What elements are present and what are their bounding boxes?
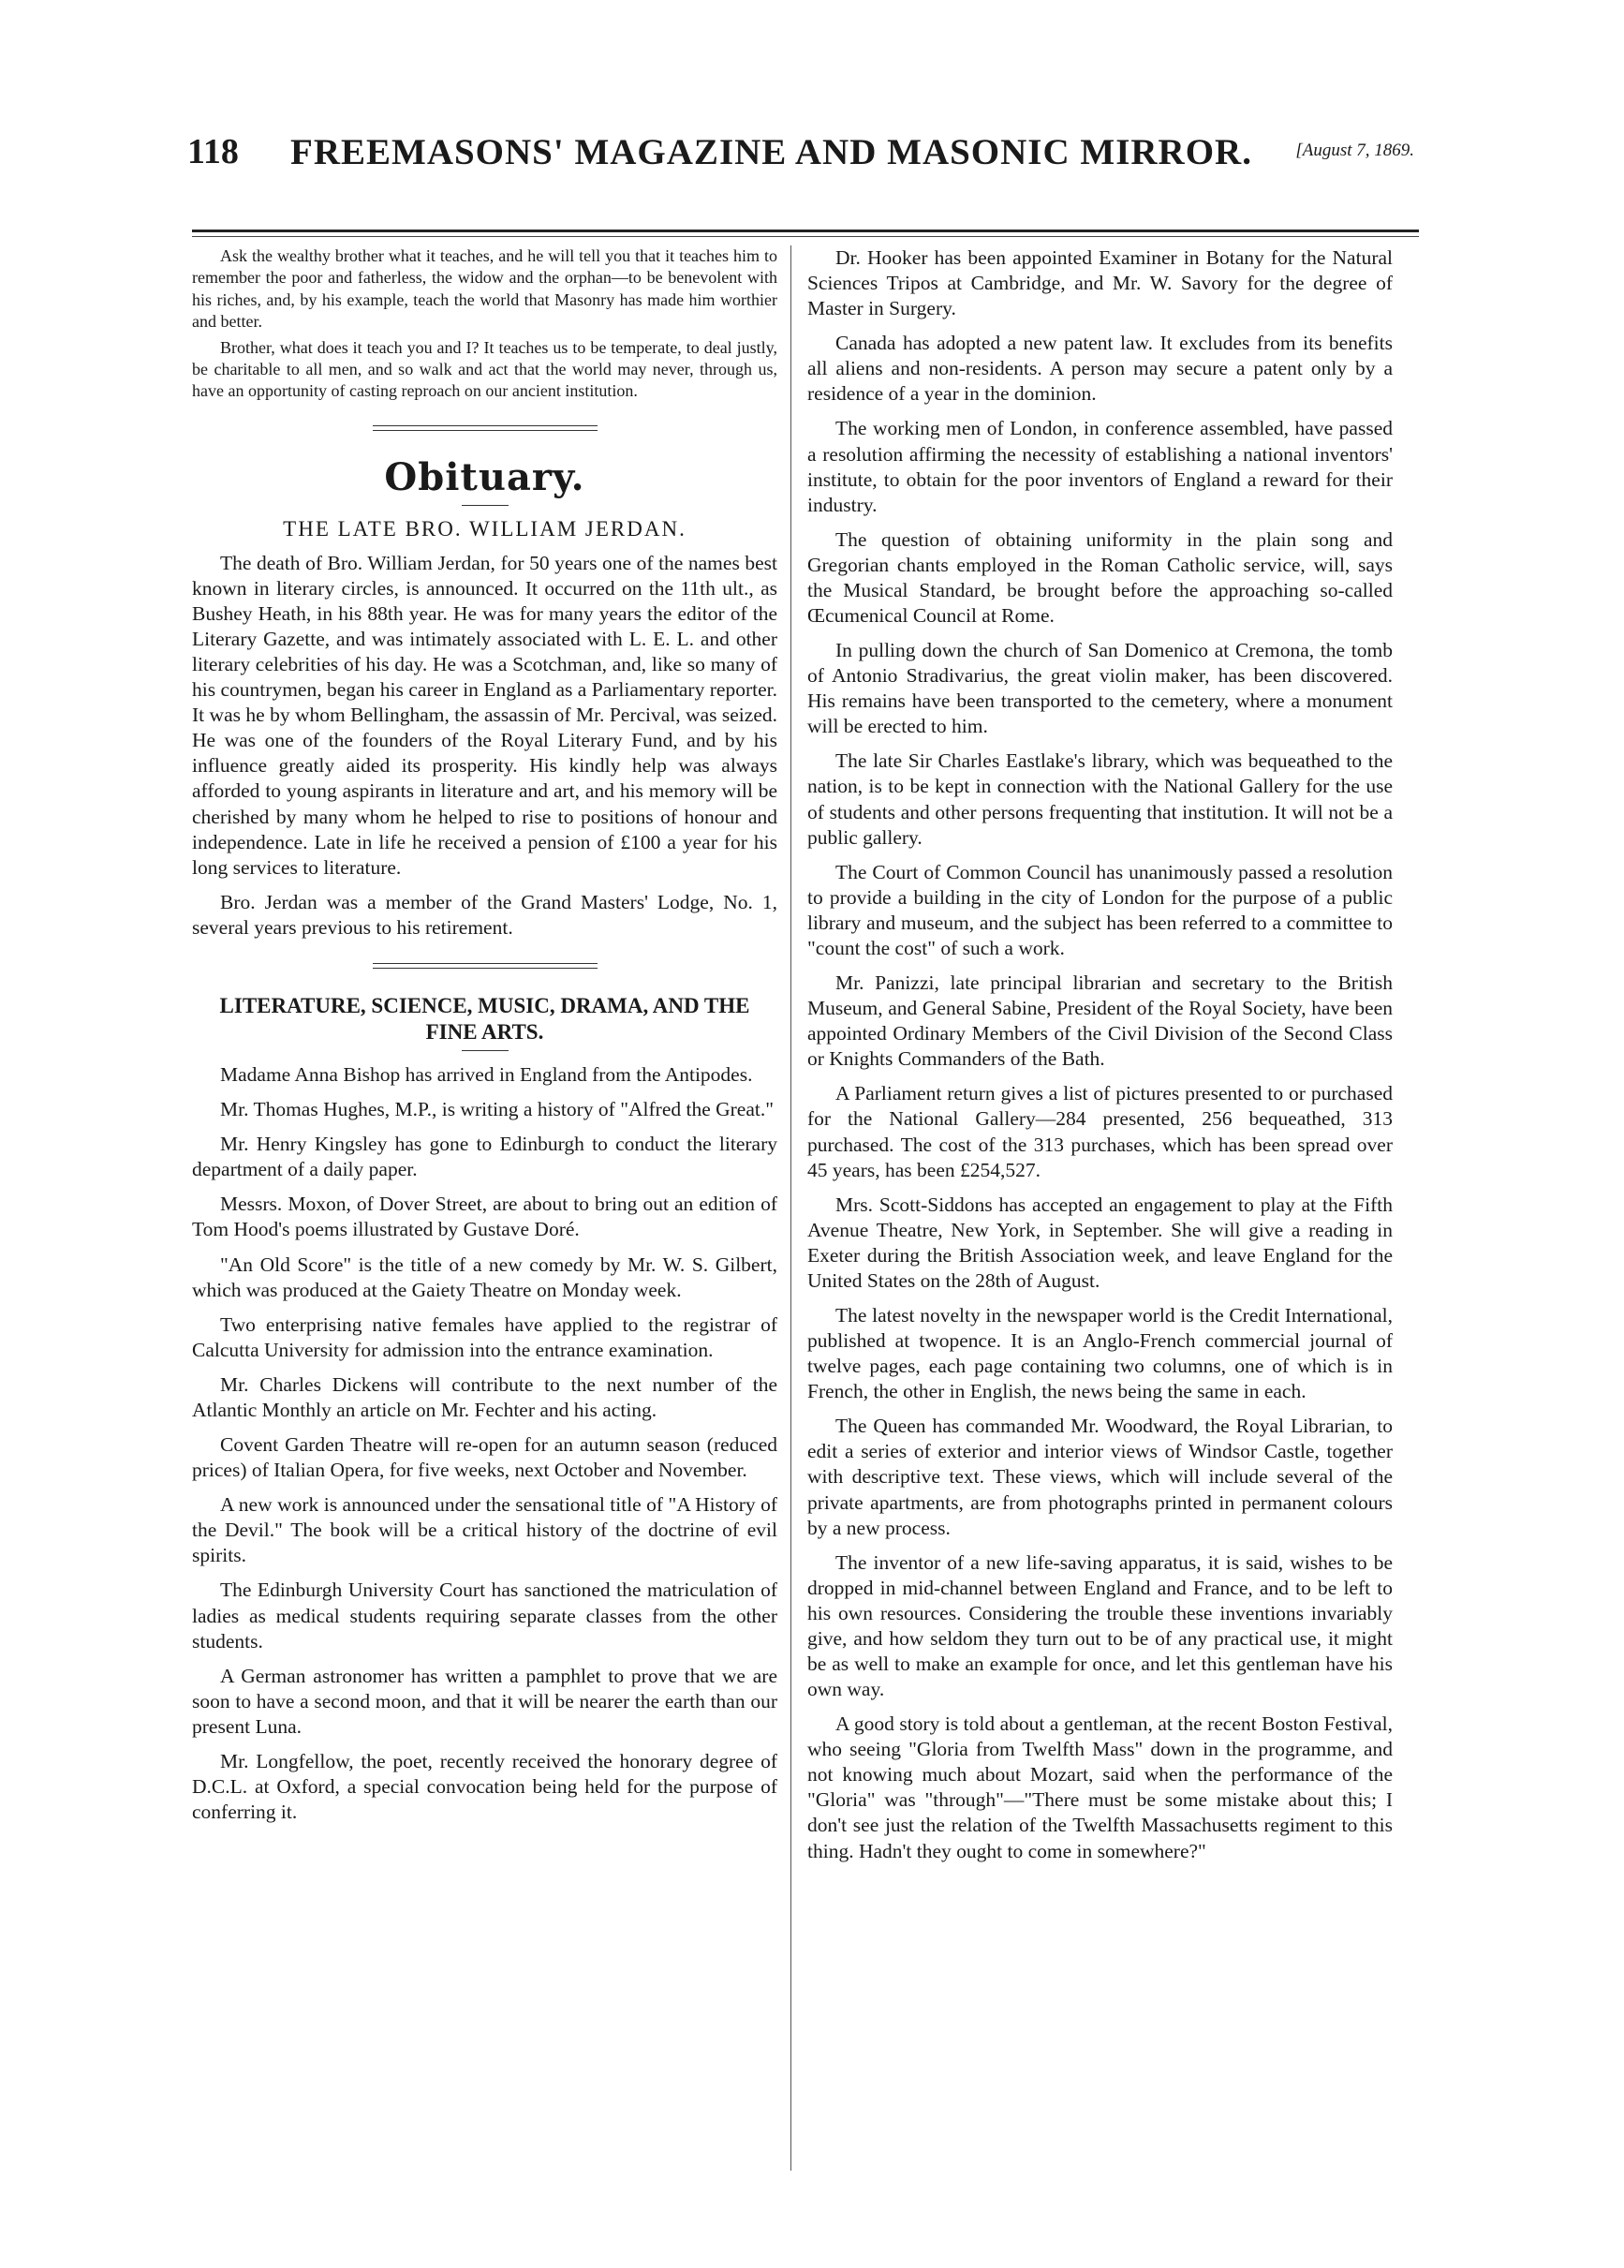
news-item: Madame Anna Bishop has arrived in England from the Antipodes. xyxy=(220,1063,753,1087)
news-item: Mrs. Scott-Siddons has accepted an engagement to play at the Fifth Avenue Theatre, New York, in September. She will give a reading in Exeter during the British Association week, and leave England for the United States on the 28th of August. xyxy=(807,1193,1393,1292)
news-item: The inventor of a new life-saving apparatus, it is said, wishes to be dropped in mid-channel between England and France, and to be left to his own resources. Considering the trouble these inventions invariably give, and how seldom they turn out to be of any practical use, it might be as well to make an example for once, and let this gentleman have his own way. xyxy=(807,1550,1393,1701)
header-rule-thick xyxy=(192,230,1419,232)
obituary-heading: Obituary. xyxy=(384,454,585,499)
news-item: Dr. Hooker has been appointed Examiner in Botany for the Natural Sciences Tripos at Cambridge, and Mr. W. Savory for the degree of Master in Surgery. xyxy=(807,246,1393,320)
obituary-body xyxy=(192,551,777,941)
page-header xyxy=(187,131,1414,187)
header-rule-thin xyxy=(192,236,1419,237)
intro-paragraph: Ask the wealthy brother what it teaches, and he will tell you that it teaches him to remember the poor and fatherless, the widow and the orphan—to be benevolent with his riches, and, by his example, teach the world that Masonry has made him worthier and better. xyxy=(192,246,777,332)
news-item: The Queen has commanded Mr. Woodward, the Royal Librarian, to edit a series of exterior and interior views of Windsor Castle, together with descriptive text. These views, which will include several of the private apartments, are from photographs printed in permanent colours by a new process. xyxy=(807,1415,1393,1539)
literature-section-title: LITERATURE, SCIENCE, MUSIC, DRAMA, AND THE FINE ARTS. xyxy=(219,993,750,1044)
masthead-title: FREEMASONS' MAGAZINE AND MASONIC MIRROR. xyxy=(290,132,1252,172)
intro-section xyxy=(192,245,777,403)
news-item: Mr. Charles Dickens will contribute to the next number of the Atlantic Monthly an article on Mr. Fechter and his acting. xyxy=(192,1372,777,1421)
news-item: The latest novelty in the newspaper world is the Credit International, published at twopence. It is an Anglo-French commercial journal of twelve pages, each page containing two columns, one of which is in French, the other in English, the news being the same in each. xyxy=(807,1303,1393,1403)
news-item: In pulling down the church of San Domenico at Cremona, the tomb of Antonio Stradivarius, the great violin maker, has been discovered. His remains have been transported to the cemetery, where a monument will be erected to him. xyxy=(807,639,1393,738)
news-item: Mr. Thomas Hughes, M.P., is writing a history of "Alfred the Great." xyxy=(220,1098,775,1121)
news-item: Mr. Henry Kingsley has gone to Edinburgh to conduct the literary department of a daily paper. xyxy=(192,1133,777,1181)
issue-date: [August 7, 1869. xyxy=(1295,141,1414,160)
news-item: The Edinburgh University Court has sanctioned the matriculation of ladies as medical students requiring separate classes from the other students. xyxy=(192,1579,777,1653)
left-column xyxy=(192,245,777,2175)
news-item: Two enterprising native females have applied to the registrar of Calcutta University for admission into the entrance examination. xyxy=(192,1312,777,1361)
section-separator xyxy=(373,425,598,431)
news-item: Canada has adopted a new patent law. It excludes from its benefits all aliens and non-residents. A person may secure a patent only by a residence of a year in the dominion. xyxy=(807,332,1393,406)
right-column xyxy=(807,245,1393,2175)
short-rule xyxy=(462,1050,509,1051)
short-rule xyxy=(462,505,509,506)
intro-paragraph: Brother, what does it teach you and I? It teaches us to be temperate, to deal justly, be charitable to all men, and so walk and act that the world may never, through us, have an opportunity of casting reproach on our ancient institution. xyxy=(192,337,777,401)
news-item: Mr. Longfellow, the poet, recently received the honorary degree of D.C.L. at Oxford, a special convocation being held for the purpose of conferring it. xyxy=(192,1749,777,1824)
news-item: The Court of Common Council has unanimously passed a resolution to provide a building in the city of London for the purpose of a public library and museum, and the subject has been referred to a committee to "count the cost" of such a work. xyxy=(807,860,1393,959)
page-number: 118 xyxy=(187,132,239,171)
news-item: Mr. Panizzi, late principal librarian and secretary to the British Museum, and General Sabine, President of the Royal Society, have been appointed Ordinary Members of the Civil Division of the Second Class or Knights Commanders of the Bath. xyxy=(807,971,1393,1071)
obituary-paragraph: Bro. Jerdan was a member of the Grand Masters' Lodge, No. 1, several years previous to his retirement. xyxy=(192,890,777,939)
column-divider xyxy=(790,245,791,2171)
news-item: A Parliament return gives a list of pictures presented to or purchased for the National Gallery—284 presented, 256 bequeathed, 313 purchased. The cost of the 313 purchases, which has been spread over 45 years, has been £254,527. xyxy=(807,1082,1393,1181)
section-separator xyxy=(373,963,598,969)
literature-body xyxy=(192,1062,777,1825)
news-item: The question of obtaining uniformity in the plain song and Gregorian chants employed in the Roman Catholic service, will, says the Musical Standard, be brought before the approaching so-called Œcumenical Council at Rome. xyxy=(807,527,1393,628)
news-item: "An Old Score" is the title of a new comedy by Mr. W. S. Gilbert, which was produced at the Gaiety Theatre on Monday week. xyxy=(192,1253,777,1301)
news-item: A good story is told about a gentleman, at the recent Boston Festival, who seeing "Gloria from Twelfth Mass" down in the programme, and not knowing much about Mozart, said when the performance of the "Gloria" was "through"—"There must be some mistake about this; I don't see just the relation of the Twelfth Massachusetts regiment to this thing. Hadn't they ought to come in somewhere?" xyxy=(807,1712,1393,1862)
obituary-title: THE LATE BRO. WILLIAM JERDAN. xyxy=(283,516,687,541)
news-item: Messrs. Moxon, of Dover Street, are about to bring out an edition of Tom Hood's poems illustrated by Gustave Doré. xyxy=(192,1193,777,1241)
news-item: The working men of London, in conference assembled, have passed a resolution affirming the necessity of establishing a national inventors' institute, to obtain for the poor inventors of England a reward for their industry. xyxy=(807,417,1393,516)
news-item: Covent Garden Theatre will re-open for an autumn season (reduced prices) of Italian Opera, for five weeks, next October and November. xyxy=(192,1433,777,1482)
obituary-paragraph: The death of Bro. William Jerdan, for 50 years one of the names best known in literary circles, is announced. It occurred on the 11th ult., as Bushey Heath, in his 88th year. He was for many years the editor of the Literary Gazette, and was intimately associated with L. E. L. and other literary celebrities of his day. He was a Scotchman, and, like so many of his countrymen, began his career in England as a Parliamentary reporter. It was he by whom Bellingham, the assassin of Mr. Percival, was seized. He was one of the founders of the Royal Literary Fund, and by his influence greatly aided its prosperity. His kindly help was always afforded to young aspirants in literature and art, and his memory will be cherished by many whom he helped to rise to positions of honour and independence. Late in life he received a pension of £100 a year for his long services to literature. xyxy=(192,551,777,879)
news-item: A German astronomer has written a pamphlet to prove that we are soon to have a second moon, and that it will be nearer the earth than our present Luna. xyxy=(192,1664,777,1738)
news-item: A new work is announced under the sensational title of "A History of the Devil." The book will be a critical history of the doctrine of evil spirits. xyxy=(192,1493,777,1567)
news-item: The late Sir Charles Eastlake's library, which was bequeathed to the nation, is to be kept in connection with the National Gallery for the use of students and other persons frequenting that institution. It will not be a public gallery. xyxy=(807,749,1393,849)
